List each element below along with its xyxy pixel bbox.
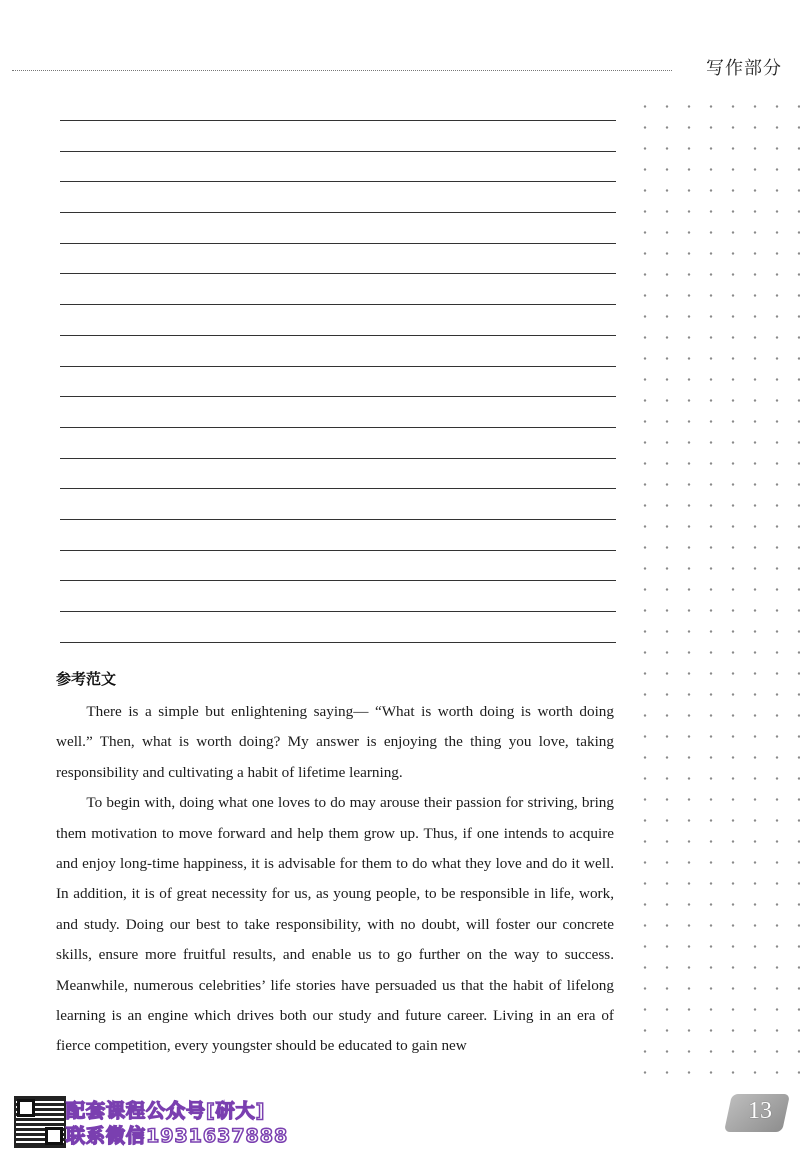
writing-line xyxy=(60,488,616,489)
writing-line xyxy=(60,212,616,213)
section-title: 写作部分 xyxy=(706,58,782,79)
essay-paragraph-2: To begin with, doing what one loves to do may arouse their passion for striving, bring them motivation to move forward and help them grow up. Thus, if one intends to acquire and enjoy long-time happiness, it is advisable for them to do what they love and do it well. In addition, it is of great necessity for us, as young people, to be responsible in life, work, and study. Doing our best to take responsibility, with no doubt, will foster our concrete skills, ensure more fruitful results, and enable us to go further on the way to success. Meanwhile, numerous celebrities’ life stories have persuaded us that the habit of lifelong learning is an engine which drives both our study and future career. Living in an era of fierce competition, every youngster should be educated to gain new xyxy=(56,794,614,1055)
writing-line xyxy=(60,304,616,305)
qr-code-icon xyxy=(14,1096,66,1148)
header-divider xyxy=(12,70,672,71)
writing-line xyxy=(60,335,616,336)
page-number: 13 xyxy=(748,1098,772,1124)
watermark-line-2: 联系微信1931637888 xyxy=(66,1125,289,1147)
writing-lines xyxy=(60,120,616,672)
writing-line xyxy=(60,550,616,551)
writing-line xyxy=(60,427,616,428)
writing-line xyxy=(60,366,616,367)
writing-line xyxy=(60,243,616,244)
writing-line xyxy=(60,151,616,152)
writing-line xyxy=(60,580,616,581)
writing-line xyxy=(60,120,616,121)
margin-dot-grid xyxy=(630,92,800,1092)
writing-line xyxy=(60,458,616,459)
writing-line xyxy=(60,181,616,182)
writing-line xyxy=(60,611,616,612)
sample-essay-heading: 参考范文 xyxy=(56,670,117,688)
writing-line xyxy=(60,273,616,274)
writing-line xyxy=(60,519,616,520)
writing-line xyxy=(60,396,616,397)
sample-essay xyxy=(56,697,614,1062)
writing-line xyxy=(60,642,616,643)
essay-paragraph-1: There is a simple but enlightening saying— “What is worth doing is worth doing well.” Then, what is worth doing? My answer is enjoying the thing you love, taking responsibility and cultivating a habit of lifetime learning. xyxy=(56,703,614,781)
watermark-line-1: 配套课程公众号[研大] xyxy=(66,1100,266,1122)
